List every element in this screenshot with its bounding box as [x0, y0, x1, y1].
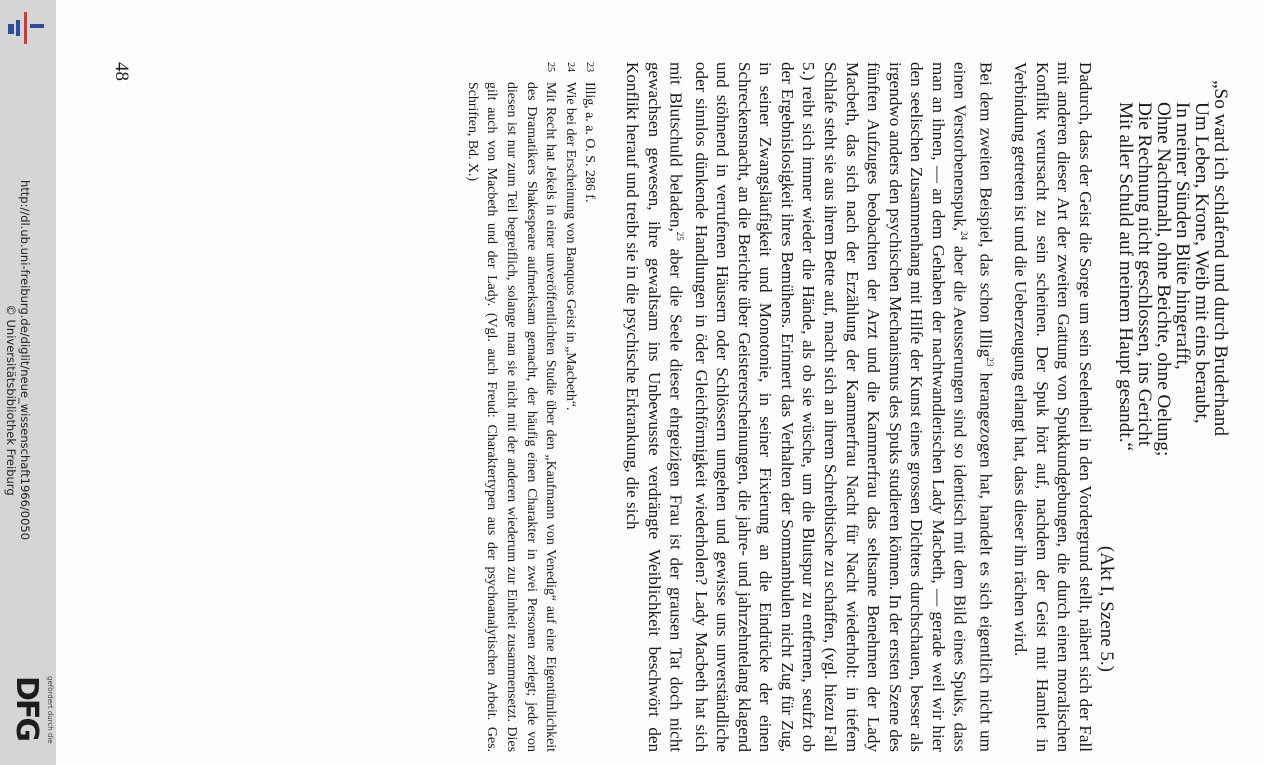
copyright-notice: © Universitätsbibliothek Freiburg — [4, 304, 18, 496]
footnote — [580, 62, 600, 752]
dfg-logo — [4, 676, 54, 758]
paragraph-2-text: herangezogen hat, handelt es sich eigentlich nicht um einen Verstorbenenspuk, — [950, 62, 995, 752]
page-number: 48 — [111, 62, 132, 81]
source-url[interactable]: http://dl.ub.uni-freiburg.de/diglit/neue_wissenschaft1966/0050 — [18, 180, 32, 541]
poem-quote — [1116, 80, 1230, 752]
paragraph-2-text: Bei dem zweiten Beispiel, das schon Illig — [975, 62, 995, 358]
footnote-text: Wie bei der Erscheinung von Banquos Geist in „Macbeth“. — [562, 82, 578, 411]
paragraph-2 — [621, 62, 999, 752]
footnote-text: Illig, a. a. O. S. 286 f. — [582, 82, 598, 203]
footnote-ref: 25 — [674, 231, 685, 241]
poem-line: Ohne Nachtmahl, ohne Beichte, ohne Oelung; — [1153, 102, 1174, 457]
footnotes — [462, 62, 599, 752]
paragraph-2-text: aber die Aeusserungen sind so identisch mit dem Bild eines Spuks, dass man an ihnen, — an dem Gehaben der nachtwandlerischen Lady Macbeth, — gerade weil wir hier den seelischen Zusammenhang mit Hilfe der Kunst eines grossen Dichters durchschauen, besser als irgendwo anders den psychischen Mechanismus des Spuks studieren können. In der ersten Szene des fünften Aufzuges beobachten der Arzt und die Kammerfrau das seltsame Benehmen der Lady Macbeth, das sich nach der Erzählung der Kammerfrau Nacht für Nacht wiederholt: in tiefem Schlafe steht sie aus ihrem Bette auf, macht sich an ihrem Schreibtische zu schaffen, (vgl. hiezu Fall 5.) reibt sich immer wieder die Hände, als ob sie wüsche, um die Blutspur zu entfernen, seufzt ob der Ergebnislosigkeit ihres Bemühens. Erinnert das Verhalten der Somnambulen nicht Zug für Zug, in seiner Zwangsläufigkeit und Monotonie, in seiner Fixierung an die Eindrücke der einen Schreckensnacht, an die Berichte über Geistererscheinungen, die jahre- und jahrzehntelang klagend und stöhnend in verrufenen Häusern oder Schlössern umgehen und gewisse uns unverständliche oder sinnlos dünkende Handlungen in öder Gleichförmigkeit wiederholen? Lady Macbeth hat sich mit Blutschuld beladen, — [666, 62, 970, 752]
footnote-number: 25 — [545, 62, 557, 72]
dfg-wordmark: DFG — [9, 676, 44, 741]
poem-line: Um Leben, Krone, Weib mit eins beraubt, — [1191, 102, 1212, 424]
poem-line: In meiner Sünden Blüte hingerafft, — [1172, 102, 1193, 370]
archive-sidebar — [0, 0, 56, 765]
footnote — [560, 62, 580, 752]
poem-line: Mit aller Schuld auf meinem Haupt gesandt.“ — [1115, 102, 1136, 452]
footnote-number: 24 — [564, 62, 576, 72]
footnote-text: Mit Recht hat Jekels in einer unveröffentlichten Studie über den „Kaufmann von Venedig“ auf eine Eigentümlichkeit des Dramatikers Shakespeare aufmerksam gemacht, der häufig einen Charakter in zwei Personen zerlegt; jede von diesen ist nur zum Teil begreiflich, solange man sie nicht mit der anderen wiederum zur Einheit zusammensetzt. Dies gilt auch von Macbeth und der Lady. (Vgl. auch Freud: Charaktertypen aus der psychoanalytischen Arbeit. Ges. Schriften, Bd. X.) — [464, 82, 559, 752]
book-page — [110, 62, 1230, 752]
dfg-sponsor-caption: gefördert durch die — [46, 676, 54, 744]
footnote-ref: 24 — [959, 231, 970, 241]
poem-line: „So ward ich schlafend und durch Bruderhand — [1210, 80, 1231, 436]
poem-citation: (Akt I, Szene 5.) — [1096, 545, 1117, 672]
poem-line: Die Rechnung nicht geschlossen, ins Gericht — [1134, 102, 1155, 447]
footnote — [462, 62, 560, 752]
paragraph-1: Dadurch, dass der Geist die Sorge um sein Seelenheil in den Vordergrund stellt, nähert sich der Fall mit anderen dieser Art der zweiten Gattung von Spukkundgebungen, die durch einen moralischen Konflikt verursacht zu sein scheinen. Der Spuk hört auf, nachdem der Geist mit Hamlet in Verbindung getreten ist und die Ueberzeugung erlangt hat, dass dieser ihn rächen wird. — [1011, 62, 1095, 752]
paragraph-2-text: aber die Seele dieser ehrgeizigen Frau ist der grausen Tat doch nicht gewachsen gewesen, ihre gewaltsam ins Unbewusste verdrängte Weiblichkeit beschwört den Konflikt herauf und treibt sie in die psychische Erkrankung, die sich — [623, 62, 686, 753]
footnote-number: 23 — [584, 62, 596, 72]
footnote-ref: 23 — [984, 357, 995, 367]
university-library-logo-icon — [4, 8, 46, 48]
